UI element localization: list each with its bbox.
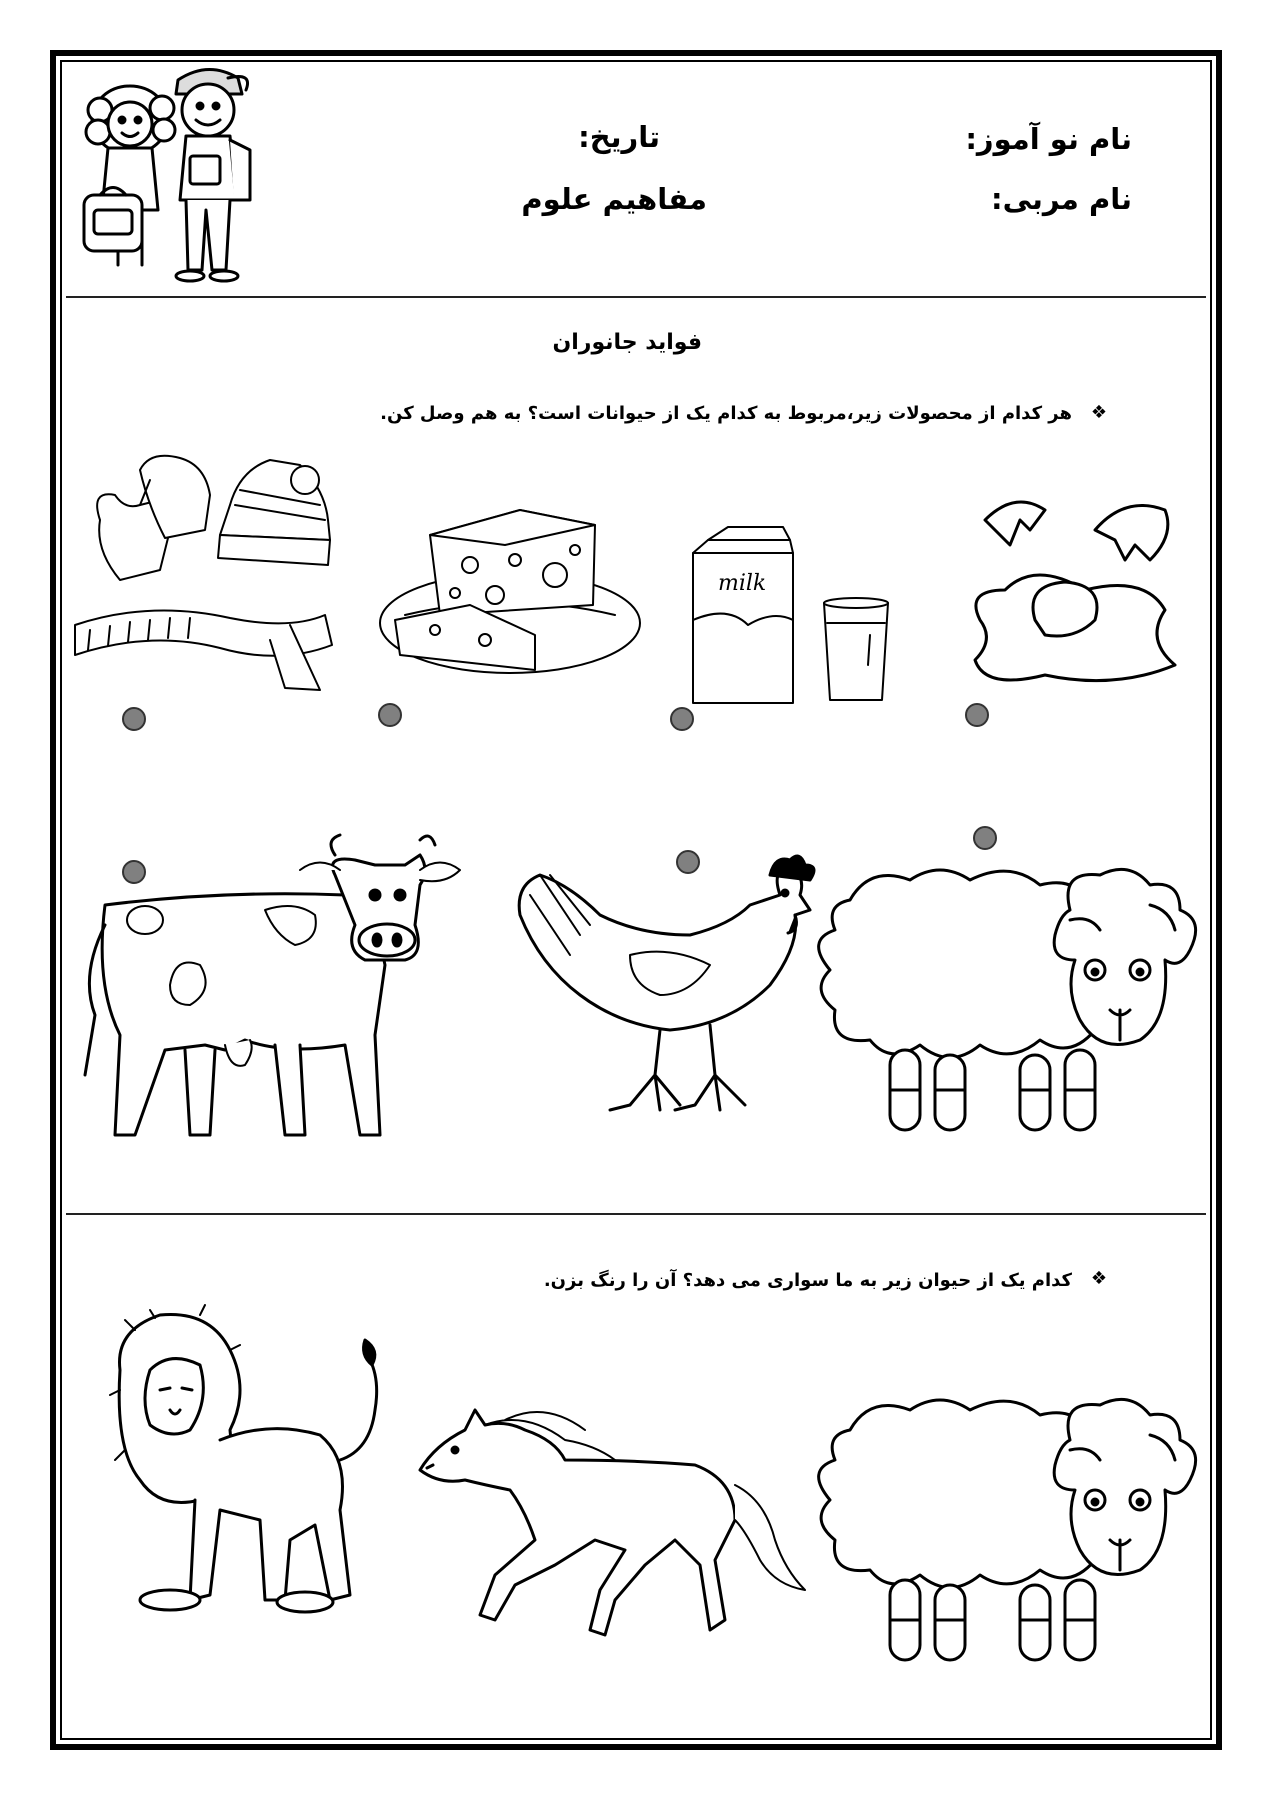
hen-image [510, 855, 820, 1145]
sheep-image [810, 860, 1210, 1145]
milk-image [688, 525, 903, 705]
teacher-name-label: نام مربی: [991, 182, 1132, 216]
bullet-icon: ❖ [1090, 1268, 1107, 1289]
section1-title: فواید جانوران [552, 330, 702, 355]
sheep-image-2 [810, 1390, 1210, 1675]
section2-question: کدام یک از حیوان زیر به ما سواری می دهد؟ آن را رنگ بزن. [543, 1270, 1072, 1291]
cow-image [75, 835, 475, 1165]
bullet-icon: ❖ [1090, 402, 1107, 423]
connect-dot-cheese[interactable] [378, 703, 402, 727]
date-label: تاریخ: [578, 120, 660, 154]
connect-dot-egg[interactable] [965, 703, 989, 727]
lion-image [110, 1310, 400, 1650]
connect-dot-clothes[interactable] [122, 707, 146, 731]
egg-image [965, 490, 1190, 695]
connect-dot-milk[interactable] [670, 707, 694, 731]
kids-illustration [78, 60, 278, 290]
section-divider [66, 1213, 1206, 1215]
student-name-label: نام نو آموز: [965, 122, 1132, 156]
cheese-image [375, 505, 645, 690]
milk-carton-text: milk [718, 571, 767, 596]
header-divider [66, 296, 1206, 298]
subject-title: مفاهیم علوم [521, 182, 707, 216]
winter-clothes-image [70, 450, 340, 695]
section1-question: هر کدام از محصولات زیر،مربوط به کدام یک از حیوانات است؟ به هم وصل کن. [380, 403, 1072, 424]
connect-dot-sheep[interactable] [973, 826, 997, 850]
horse-image [415, 1390, 815, 1650]
